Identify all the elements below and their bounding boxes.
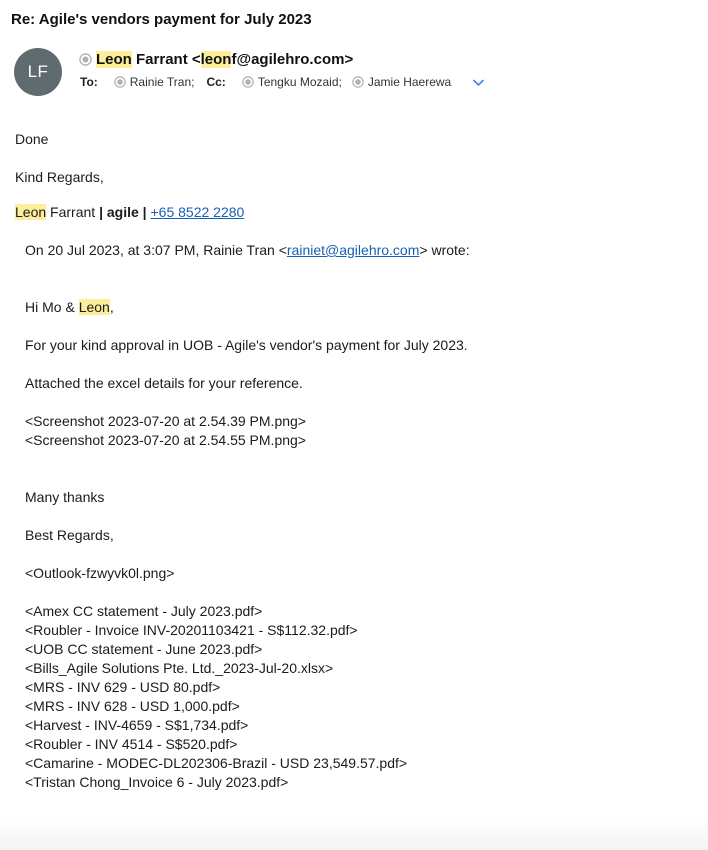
attachment-item[interactable]: <Bills_Agile Solutions Pte. Ltd._2023-Jul-20.xlsx>: [25, 660, 334, 676]
body-text: Attached the excel details for your reference.: [25, 375, 303, 391]
remove-circle-icon[interactable]: [79, 53, 92, 66]
cc-recipient[interactable]: [242, 75, 342, 89]
remove-circle-icon[interactable]: [114, 76, 126, 88]
greeting-text: Hi Mo &: [25, 299, 79, 315]
signature-last-name: Farrant: [46, 204, 100, 220]
inline-attachment[interactable]: <Screenshot 2023-07-20 at 2.54.55 PM.png>: [25, 432, 306, 448]
cc-recipient-name: Tengku Mozaid;: [257, 75, 342, 89]
greeting-text: ,: [109, 299, 114, 315]
sender-name[interactable]: [96, 51, 353, 68]
attachment-item[interactable]: <MRS - INV 628 - USD 1,000.pdf>: [25, 698, 240, 714]
bottom-fade: [0, 818, 708, 850]
quote-greeting: [25, 298, 114, 317]
phone-link[interactable]: +65 8522 2280: [150, 204, 245, 220]
inline-attachment[interactable]: <Screenshot 2023-07-20 at 2.54.39 PM.png>: [25, 413, 306, 429]
sender-first-name: Leon: [96, 51, 132, 68]
sender-avatar[interactable]: LF: [14, 48, 62, 96]
inline-attachment[interactable]: <Outlook-fzwyvk0l.png>: [25, 565, 175, 581]
remove-circle-icon[interactable]: [242, 76, 254, 88]
remove-circle-icon[interactable]: [352, 76, 364, 88]
sender-email-highlight: leon: [200, 51, 232, 68]
body-text: Best Regards,: [25, 527, 114, 543]
quote-header-text: > wrote:: [419, 242, 470, 258]
to-recipient-name: Rainie Tran;: [129, 75, 195, 89]
sender-email-rest: f@agilehro.com>: [231, 51, 354, 68]
body-text: Done: [15, 131, 49, 147]
attachment-item[interactable]: <Tristan Chong_Invoice 6 - July 2023.pdf>: [25, 774, 289, 790]
body-text: For your kind approval in UOB - Agile's vendor's payment for July 2023.: [25, 337, 468, 353]
attachment-item[interactable]: <Amex CC statement - July 2023.pdf>: [25, 603, 263, 619]
sender-line: [79, 51, 353, 68]
attachment-item[interactable]: <UOB CC statement - June 2023.pdf>: [25, 641, 263, 657]
body-text: Many thanks: [25, 489, 105, 505]
quote-header: [25, 241, 470, 260]
body-text: Kind Regards,: [15, 169, 104, 185]
email-subject: Re: Agile's vendors payment for July 2023: [11, 11, 312, 28]
signature-company: | agile |: [99, 204, 147, 220]
greeting-name: Leon: [78, 299, 110, 315]
attachment-item[interactable]: <Harvest - INV-4659 - S$1,734.pdf>: [25, 717, 249, 733]
cc-label: Cc:: [206, 75, 226, 89]
to-label: To:: [80, 75, 98, 89]
to-recipient[interactable]: [114, 75, 195, 89]
attachment-item[interactable]: <Camarine - MODEC-DL202306-Brazil - USD 23,549.57.pdf>: [25, 755, 408, 771]
email-link[interactable]: rainiet@agilehro.com: [286, 242, 420, 258]
quote-header-text: On 20 Jul 2023, at 3:07 PM, Rainie Tran <: [25, 242, 287, 258]
recipients-line: [80, 75, 484, 89]
sender-last-name: Farrant <: [131, 51, 201, 68]
signature-first-name: Leon: [15, 204, 47, 220]
chevron-down-icon[interactable]: [473, 79, 484, 87]
cc-recipient[interactable]: [352, 75, 451, 89]
attachment-item[interactable]: <Roubler - INV 4514 - S$520.pdf>: [25, 736, 238, 752]
attachment-item[interactable]: <MRS - INV 629 - USD 80.pdf>: [25, 679, 221, 695]
attachment-item[interactable]: <Roubler - Invoice INV-20201103421 - S$112.32.pdf>: [25, 622, 358, 638]
signature: [15, 203, 244, 222]
cc-recipient-name: Jamie Haerewa: [367, 75, 452, 89]
